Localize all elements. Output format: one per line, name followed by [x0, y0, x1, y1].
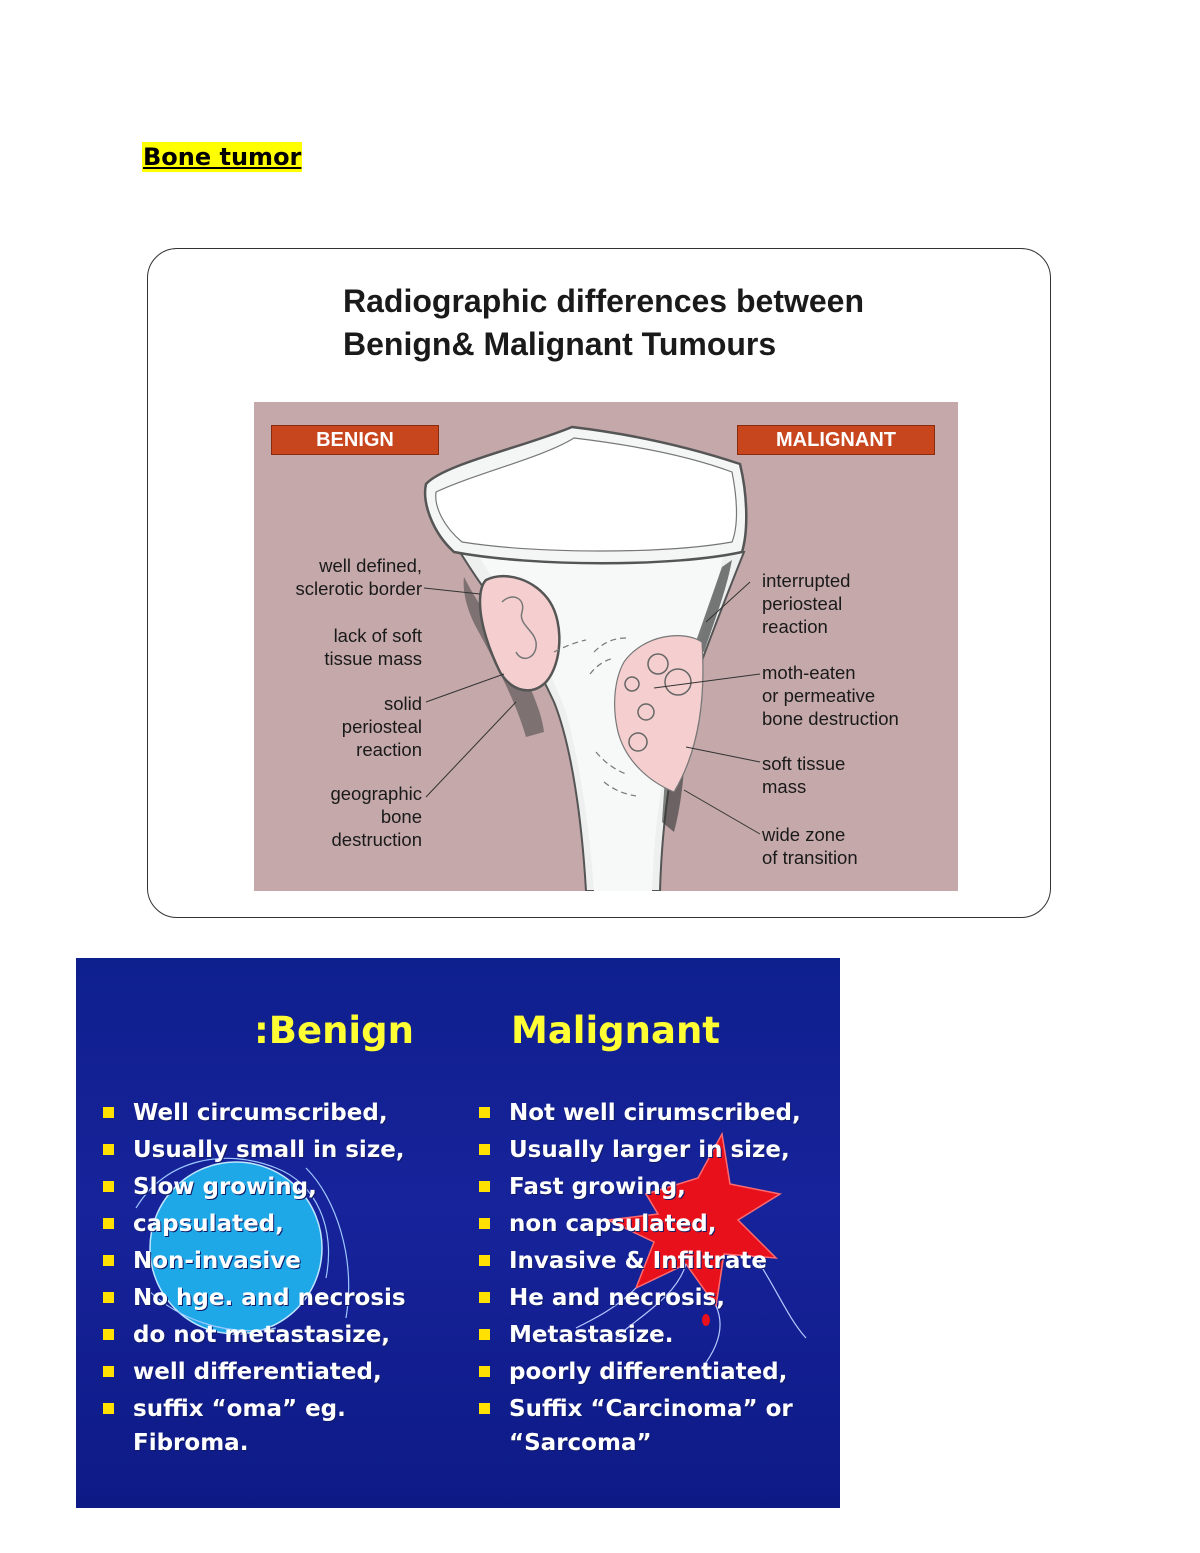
list-item: Metastasize. [479, 1317, 801, 1354]
label-sclerotic-border: well defined, sclerotic border [295, 555, 422, 599]
figure-title-line-1: Radiographic differences between [343, 283, 865, 319]
label-geographic-destruction: geographic bone destruction [330, 783, 422, 850]
list-item: well differentiated, [103, 1354, 406, 1391]
list-item: capsulated, [103, 1206, 406, 1243]
list-item: poorly differentiated, [479, 1354, 801, 1391]
list-item: non capsulated, [479, 1206, 801, 1243]
label-interrupted-periosteal: interrupted periosteal reaction [762, 570, 851, 637]
figure-title [343, 280, 1043, 366]
list-item: Well circumscribed, [103, 1095, 406, 1132]
list-item: Usually larger in size, [479, 1132, 801, 1169]
malignant-tag: MALIGNANT [737, 425, 935, 455]
label-wide-zone: wide zone of transition [762, 824, 858, 868]
list-item: Not well cirumscribed, [479, 1095, 801, 1132]
malignant-list [479, 1095, 801, 1459]
list-item: Fast growing, [479, 1169, 801, 1206]
list-item: No hge. and necrosis [103, 1280, 406, 1317]
label-soft-tissue-mass: soft tissue mass [762, 753, 846, 797]
list-item: Slow growing, [103, 1169, 406, 1206]
benign-list [103, 1095, 406, 1459]
comparison-slide [76, 958, 840, 1508]
label-lack-soft-tissue: lack of soft tissue mass [324, 625, 422, 669]
label-solid-periosteal: solid periosteal reaction [341, 693, 422, 760]
benign-heading: :Benign [254, 1009, 414, 1052]
benign-tag: BENIGN [271, 425, 439, 455]
list-item: He and necrosis, [479, 1280, 801, 1317]
figure-title-line-2: Benign& Malignant Tumours [343, 326, 777, 362]
list-item: Non-invasive [103, 1243, 406, 1280]
list-item: do not metastasize, [103, 1317, 406, 1354]
list-item: Invasive & Infiltrate [479, 1243, 801, 1280]
malignant-heading: Malignant [511, 1009, 720, 1052]
label-moth-eaten: moth-eaten or permeative bone destruction [762, 662, 899, 729]
list-item: suffix “oma” eg. Fibroma. [103, 1391, 406, 1459]
list-item: Usually small in size, [103, 1132, 406, 1169]
list-item: Suffix “Carcinoma” or “Sarcoma” [479, 1391, 801, 1459]
page-heading: Bone tumor [143, 143, 302, 171]
bone-illustration [254, 402, 958, 891]
